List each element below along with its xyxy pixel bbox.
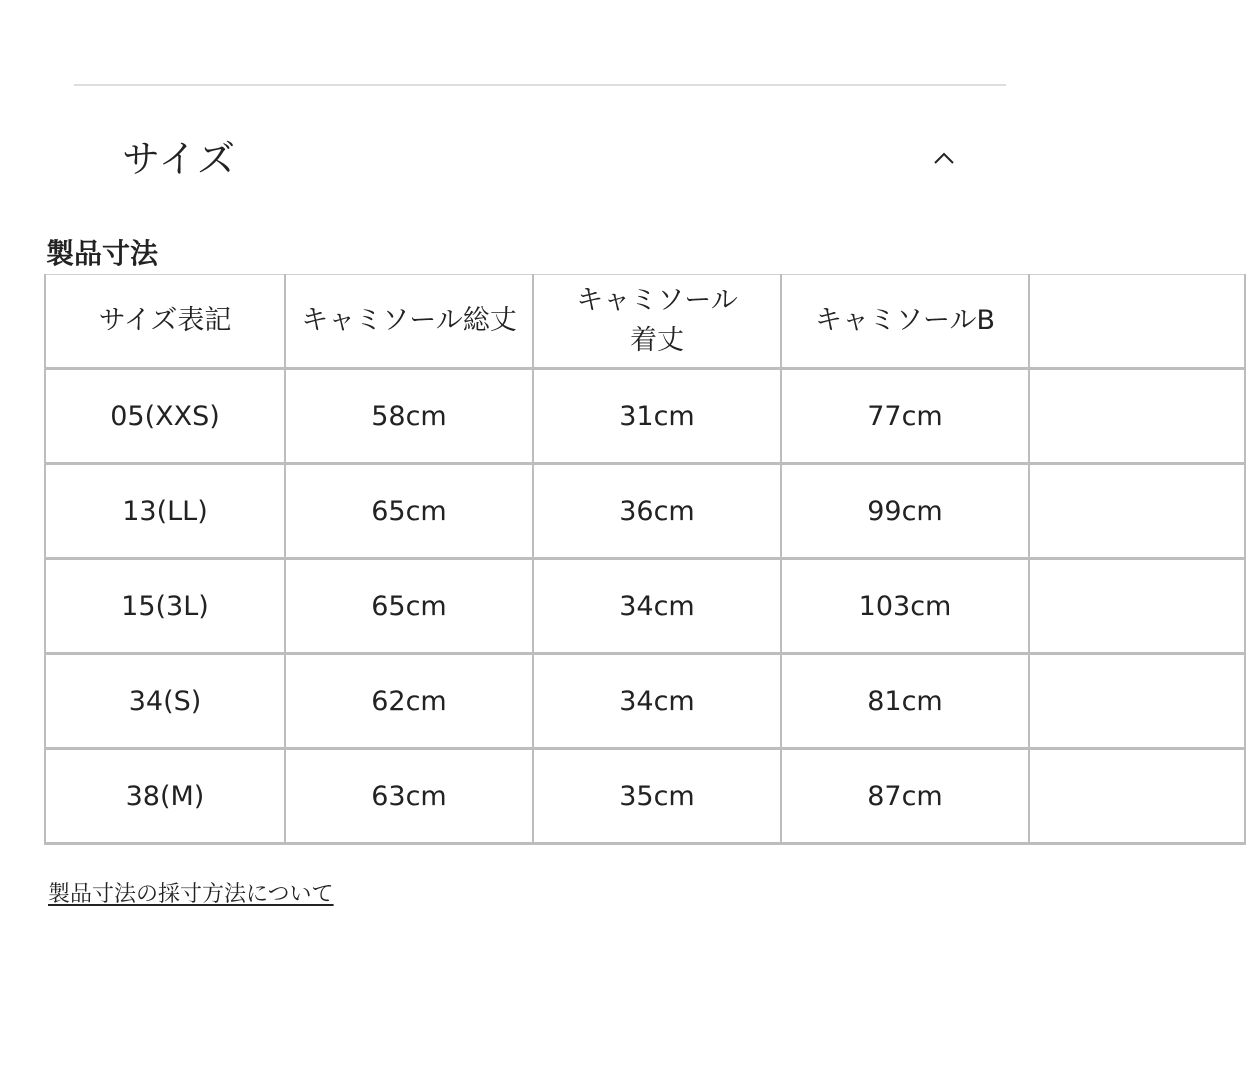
table-cell: 31cm bbox=[533, 369, 781, 464]
table-cell bbox=[1029, 559, 1245, 654]
table-cell: 36cm bbox=[533, 464, 781, 559]
section-heading: 製品寸法 bbox=[46, 237, 159, 270]
table-cell: 13(LL) bbox=[45, 464, 285, 559]
table-cell: 103cm bbox=[781, 559, 1029, 654]
table-row bbox=[45, 369, 1245, 464]
table-row bbox=[45, 559, 1245, 654]
table-cell bbox=[1029, 464, 1245, 559]
table-cell bbox=[1029, 654, 1245, 749]
column-header: キャミソール 着丈 bbox=[533, 275, 781, 369]
size-content bbox=[46, 220, 1006, 940]
table-cell: 77cm bbox=[781, 369, 1029, 464]
table-cell: 38(M) bbox=[45, 749, 285, 844]
top-divider bbox=[74, 84, 1006, 86]
table-cell: 34cm bbox=[533, 654, 781, 749]
table-cell: 58cm bbox=[285, 369, 533, 464]
table-cell: 81cm bbox=[781, 654, 1029, 749]
table-cell: 87cm bbox=[781, 749, 1029, 844]
table-cell: 35cm bbox=[533, 749, 781, 844]
accordion-title: サイズ bbox=[122, 137, 236, 181]
column-header: キャミソール総丈 bbox=[285, 275, 533, 369]
table-cell: 34(S) bbox=[45, 654, 285, 749]
column-header bbox=[1029, 275, 1245, 369]
table-header-row bbox=[45, 275, 1245, 369]
size-accordion-header[interactable] bbox=[74, 120, 1006, 200]
table-row bbox=[45, 749, 1245, 844]
chevron-up-icon[interactable] bbox=[930, 146, 958, 170]
table-cell: 65cm bbox=[285, 464, 533, 559]
column-header: サイズ表記 bbox=[45, 275, 285, 369]
table-cell: 62cm bbox=[285, 654, 533, 749]
measurement-method-link[interactable]: 製品寸法の採寸方法について bbox=[48, 882, 334, 907]
table-cell: 99cm bbox=[781, 464, 1029, 559]
table-cell bbox=[1029, 369, 1245, 464]
table-cell: 05(XXS) bbox=[45, 369, 285, 464]
table-cell: 63cm bbox=[285, 749, 533, 844]
table-cell: 34cm bbox=[533, 559, 781, 654]
table-cell: 65cm bbox=[285, 559, 533, 654]
table-cell bbox=[1029, 749, 1245, 844]
size-table bbox=[44, 274, 1246, 845]
column-header: キャミソールB bbox=[781, 275, 1029, 369]
table-row bbox=[45, 464, 1245, 559]
table-cell: 15(3L) bbox=[45, 559, 285, 654]
table-row bbox=[45, 654, 1245, 749]
